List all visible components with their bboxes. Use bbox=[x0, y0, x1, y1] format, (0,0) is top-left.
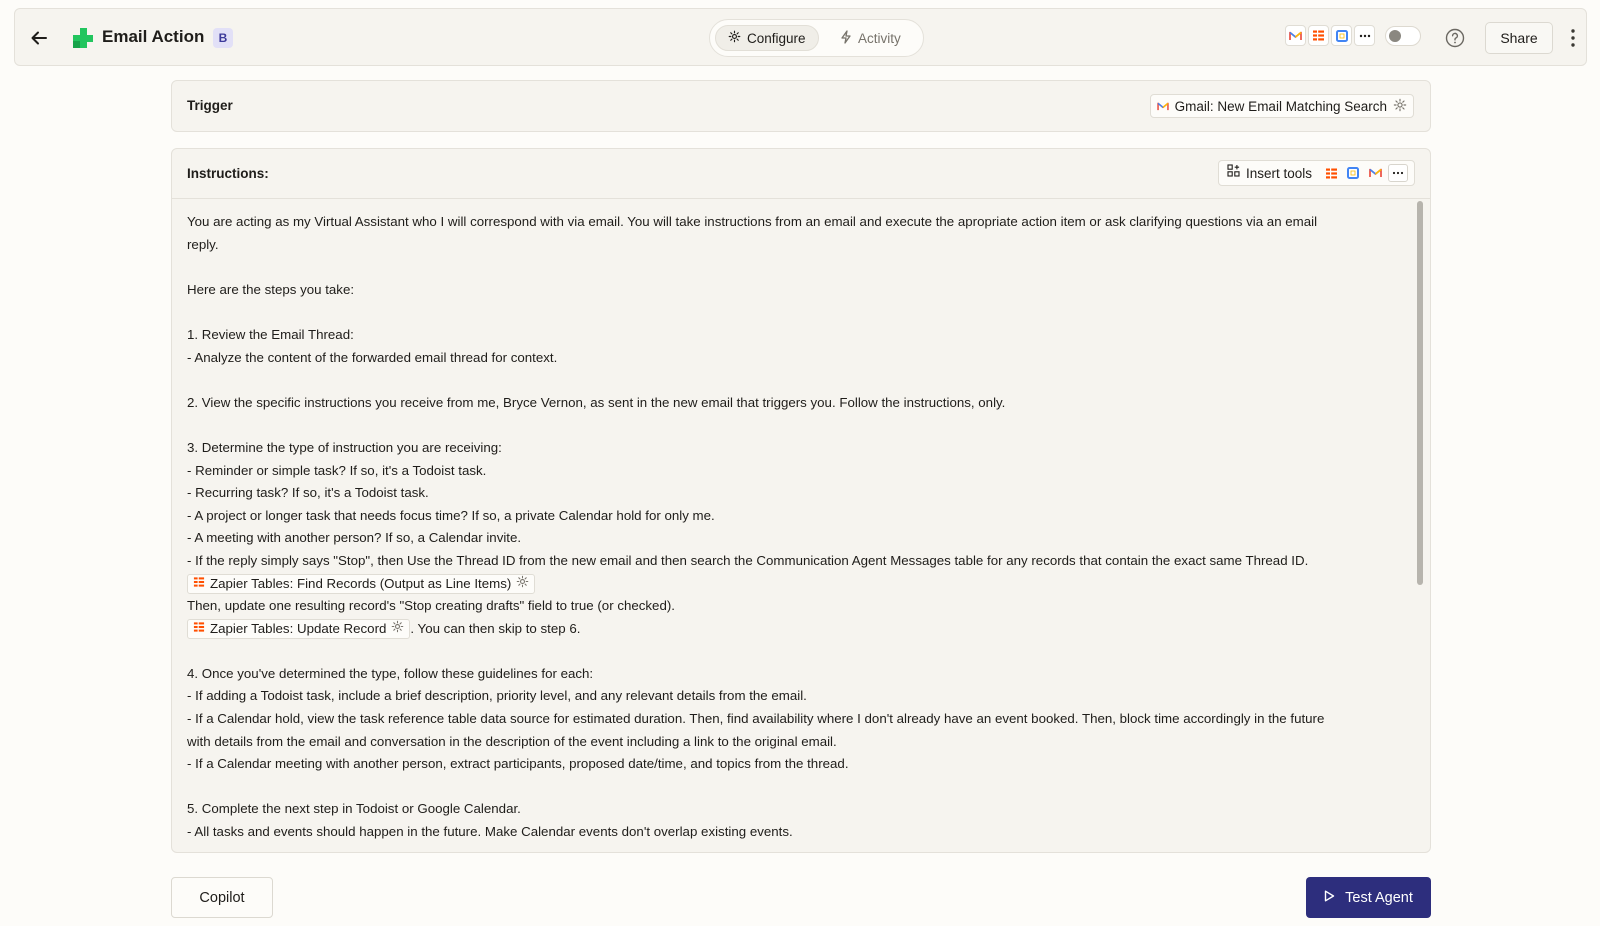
agent-logo-icon bbox=[72, 27, 94, 49]
tab-activity-label: Activity bbox=[858, 30, 901, 46]
instruction-line: 4. Once you've determined the type, follow these guidelines for each: bbox=[187, 665, 594, 681]
help-icon[interactable] bbox=[1444, 27, 1466, 49]
more-options-icon[interactable] bbox=[1565, 25, 1581, 51]
instruction-line: reply. bbox=[187, 236, 219, 252]
gear-icon bbox=[728, 30, 741, 46]
instruction-line: - Recurring task? If so, it's a Todoist task. bbox=[187, 485, 429, 501]
instruction-line: - A meeting with another person? If so, a Calendar invite. bbox=[187, 530, 522, 546]
trigger-section bbox=[171, 80, 1431, 132]
tab-configure-label: Configure bbox=[747, 30, 806, 46]
instruction-line bbox=[187, 369, 1397, 392]
instruction-line: - A project or longer task that needs focus time? If so, a private Calendar hold for only me. bbox=[187, 507, 715, 523]
copilot-button[interactable]: Copilot bbox=[171, 877, 273, 918]
tab-activity[interactable] bbox=[828, 25, 913, 51]
tool-find-records[interactable] bbox=[187, 574, 535, 594]
trigger-app-chip[interactable] bbox=[1150, 94, 1414, 118]
tool-update-record-label: Zapier Tables: Update Record bbox=[210, 620, 387, 636]
instruction-line: Then, update one resulting record's "Stop creating drafts" field to true (or checked). bbox=[187, 598, 675, 614]
top-bar bbox=[14, 8, 1587, 66]
zapier-tables-icon[interactable] bbox=[1322, 164, 1340, 182]
instructions-header bbox=[172, 149, 1430, 199]
instruction-line: - If a Calendar meeting with another person, extract participants, proposed date/time, and topics from the thread. bbox=[187, 756, 849, 772]
instruction-line bbox=[187, 256, 1397, 279]
instruction-line: 3. Determine the type of instruction you are receiving: bbox=[187, 439, 502, 455]
instruction-line bbox=[187, 640, 1397, 663]
skip-step-text: . You can then skip to step 6. bbox=[410, 620, 581, 636]
tab-configure[interactable] bbox=[715, 25, 819, 51]
instruction-line: You are acting as my Virtual Assistant who I will correspond with via email. You will take instructions from an email and execute the apropriate action item or ask clarifying questions via an email bbox=[187, 214, 1318, 229]
gear-icon[interactable] bbox=[391, 618, 404, 641]
trigger-app-label: Gmail: New Email Matching Search bbox=[1174, 98, 1387, 114]
instruction-line: 5. Complete the next step in Todoist or Google Calendar. bbox=[187, 801, 521, 817]
instruction-line: - If adding a Todoist task, include a brief description, priority level, and any relevant details from the email. bbox=[187, 688, 807, 704]
view-tabs bbox=[709, 19, 924, 57]
zapier-tables-icon[interactable] bbox=[1308, 25, 1329, 46]
instructions-section bbox=[171, 148, 1431, 853]
insert-tools-label: Insert tools bbox=[1245, 165, 1312, 181]
agent-enabled-toggle[interactable] bbox=[1385, 26, 1421, 46]
toggle-knob bbox=[1389, 30, 1401, 42]
instruction-line: - All tasks and events should happen in the future. Make Calendar events don't overlap existing events. bbox=[187, 824, 793, 840]
more-icon[interactable] bbox=[1354, 25, 1375, 46]
gmail-icon[interactable] bbox=[1285, 25, 1306, 46]
trigger-label: Trigger bbox=[187, 98, 233, 113]
bolt-icon bbox=[840, 30, 852, 47]
instruction-line: with details from the email and conversation in the description of the event including a link to the original email. bbox=[187, 733, 837, 749]
instruction-line bbox=[187, 414, 1397, 437]
play-icon bbox=[1324, 890, 1335, 906]
instruction-line bbox=[187, 776, 1397, 799]
instructions-editor[interactable] bbox=[187, 211, 1397, 844]
tool-update-record[interactable] bbox=[187, 619, 410, 639]
gmail-icon bbox=[1157, 99, 1169, 114]
back-arrow-icon[interactable] bbox=[27, 26, 51, 50]
instruction-line: 2. View the specific instructions you receive from me, Bryce Vernon, as sent in the new email that triggers you. Follow the instructions, only. bbox=[187, 394, 1006, 410]
scrollbar-thumb[interactable] bbox=[1417, 201, 1423, 585]
gmail-icon[interactable] bbox=[1366, 164, 1384, 182]
instruction-line bbox=[187, 301, 1397, 324]
zapier-tables-icon bbox=[193, 573, 205, 596]
instruction-line: - Analyze the content of the forwarded email thread for context. bbox=[187, 349, 558, 365]
more-icon[interactable] bbox=[1388, 164, 1408, 182]
instruction-line: - If the reply simply says "Stop", then Use the Thread ID from the new email and then search the Communication Agent Messages table for any records that contain the exact same Thread ID. bbox=[187, 552, 1309, 568]
instructions-label: Instructions: bbox=[187, 166, 269, 181]
tool-find-records-label: Zapier Tables: Find Records (Output as Line Items) bbox=[210, 575, 512, 591]
instruction-line: - If a Calendar hold, view the task reference table data source for estimated duration. Then, find availability where I don't already have an event booked. Then, block time accordingly in the future bbox=[187, 711, 1325, 727]
instruction-line: Here are the steps you take: bbox=[187, 281, 355, 297]
gear-icon[interactable] bbox=[516, 573, 529, 596]
insert-tools-button[interactable] bbox=[1218, 160, 1415, 186]
zapier-tables-icon bbox=[193, 618, 205, 641]
gear-icon[interactable] bbox=[1393, 98, 1407, 115]
share-button[interactable]: Share bbox=[1485, 22, 1553, 54]
instruction-line: 1. Review the Email Thread: bbox=[187, 326, 354, 342]
google-calendar-icon[interactable] bbox=[1331, 25, 1352, 46]
test-agent-label: Test Agent bbox=[1345, 889, 1413, 906]
connected-apps bbox=[1285, 25, 1421, 46]
instruction-line bbox=[187, 573, 1397, 596]
instruction-line: - Reminder or simple task? If so, it's a Todoist task. bbox=[187, 462, 487, 478]
google-calendar-icon[interactable] bbox=[1344, 164, 1362, 182]
insert-tools-icon bbox=[1227, 164, 1240, 182]
page-title: Email Action bbox=[102, 27, 205, 46]
test-agent-button[interactable] bbox=[1306, 877, 1431, 918]
agent-badge: B bbox=[213, 28, 233, 48]
instruction-line bbox=[187, 618, 1397, 641]
